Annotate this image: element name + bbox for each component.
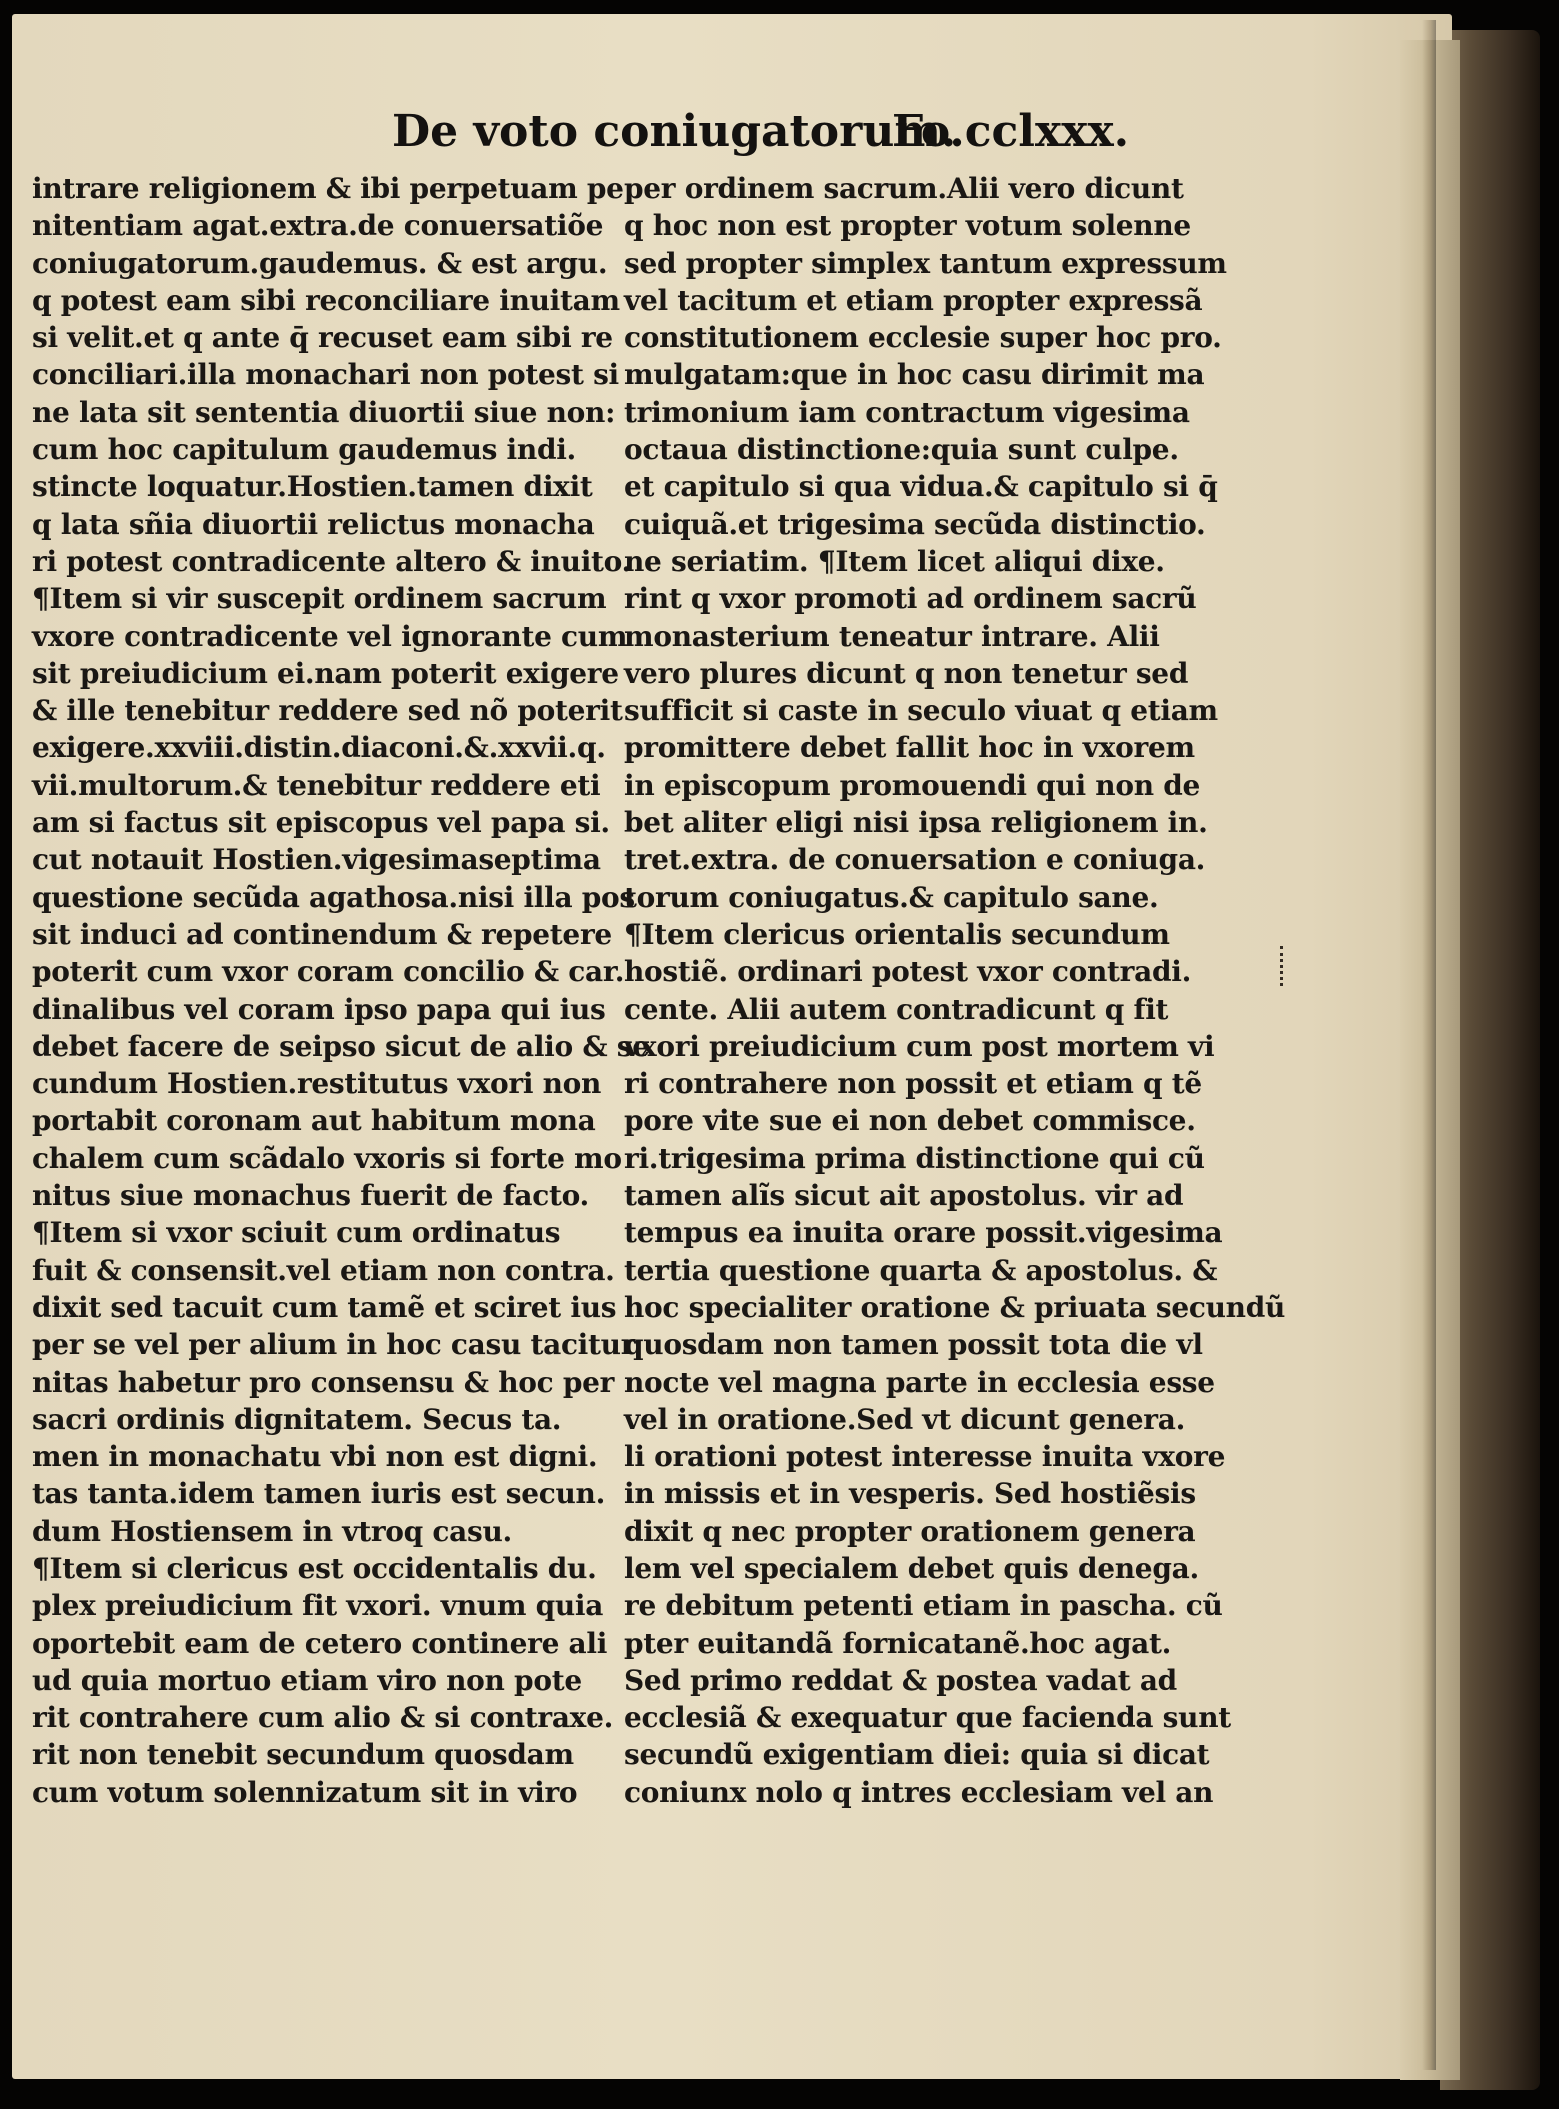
text-line: li orationi potest interesse inuita vxore <box>624 1440 1226 1474</box>
text-line: monasterium teneatur intrare. Alii <box>624 619 1160 653</box>
text-line: vxore contradicente vel ignorante cum <box>32 619 628 653</box>
text-line: nitentiam agat.extra.de conuersatiõe <box>32 209 604 243</box>
text-line: dum Hostiensem in vtroq casu. <box>32 1514 512 1548</box>
text-line: re debitum petenti etiam in pascha. cũ <box>624 1589 1223 1623</box>
text-line: bet aliter eligi nisi ipsa religionem in. <box>624 806 1208 840</box>
text-line: hostiẽ. ordinari potest vxor contradi. <box>624 955 1192 989</box>
text-line: tamen alĩs sicut ait apostolus. vir ad <box>624 1179 1184 1213</box>
text-line: sufficit si caste in seculo viuat q etiam <box>624 694 1218 728</box>
text-line: sed propter simplex tantum expressum <box>624 246 1227 280</box>
text-line: dixit q nec propter orationem genera <box>624 1514 1196 1548</box>
text-line: dixit sed tacuit cum tamẽ et sciret ius <box>32 1290 617 1324</box>
book-page <box>12 14 1452 2079</box>
text-line: cum hoc capitulum gaudemus indi. <box>32 433 577 467</box>
text-line: rit contrahere cum alio & si contraxe. <box>32 1701 614 1735</box>
text-line: mulgatam:que in hoc casu dirimit ma <box>624 358 1205 392</box>
text-line: promittere debet fallit hoc in vxorem <box>624 731 1195 765</box>
text-line: sacri ordinis dignitatem. Secus ta. <box>32 1402 562 1436</box>
text-line: lem vel specialem debet quis denega. <box>624 1551 1199 1585</box>
text-line: cundum Hostien.restitutus vxori non <box>32 1067 602 1101</box>
running-title: De voto coniugatorum. <box>392 106 957 157</box>
text-line: ri contrahere non possit et etiam q tẽ <box>624 1067 1202 1101</box>
text-line: stincte loquatur.Hostien.tamen dixit <box>32 470 593 504</box>
text-line: vii.multorum.& tenebitur reddere eti <box>32 768 601 802</box>
text-line: men in monachatu vbi non est digni. <box>32 1440 598 1474</box>
text-line: ud quia mortuo etiam viro non pote <box>32 1663 582 1697</box>
text-line: portabit coronam aut habitum mona <box>32 1104 596 1138</box>
page-header <box>392 106 1130 162</box>
text-line: intrare religionem & ibi perpetuam pe <box>32 172 624 205</box>
text-line: in episcopum promouendi qui non de <box>624 768 1201 802</box>
text-line: in missis et in vesperis. Sed hostiẽsis <box>624 1477 1196 1511</box>
text-line: Sed primo reddat & postea vadat ad <box>624 1663 1177 1697</box>
text-line: tret.extra. de conuersation e coniuga. <box>624 843 1206 877</box>
text-line: ¶Item si clericus est occidentalis du. <box>32 1551 597 1585</box>
text-line: vel in oratione.Sed vt dicunt genera. <box>624 1402 1186 1436</box>
margin-marks <box>1280 946 1289 986</box>
text-line: sit preiudicium ei.nam poterit exigere <box>32 656 619 690</box>
text-line: vel tacitum et etiam propter expressã <box>624 283 1203 317</box>
text-column-left <box>32 170 650 1811</box>
text-line: ¶Item si vxor sciuit cum ordinatus <box>32 1216 561 1250</box>
text-line: nocte vel magna parte in ecclesia esse <box>624 1365 1215 1399</box>
text-line: cum votum solennizatum sit in viro <box>32 1775 578 1809</box>
text-line: ne lata sit sententia diuortii siue non: <box>32 395 616 429</box>
text-line: tertia questione quarta & apostolus. & <box>624 1253 1218 1287</box>
text-line: torum coniugatus.& capitulo sane. <box>624 880 1159 914</box>
text-line: constitutionem ecclesie super hoc pro. <box>624 321 1222 355</box>
text-line: oportebit eam de cetero continere ali <box>32 1626 608 1660</box>
text-line: octaua distinctione:quia sunt culpe. <box>624 433 1179 467</box>
text-line: et capitulo si qua vidua.& capitulo si q̄ <box>624 470 1218 504</box>
text-line: quosdam non tamen possit tota die vl <box>624 1328 1203 1362</box>
text-line: & ille tenebitur reddere sed nõ poterit <box>32 694 623 728</box>
text-line: cente. Alii autem contradicunt q fit <box>624 992 1169 1026</box>
text-line: cut notauit Hostien.vigesimaseptima <box>32 843 601 877</box>
text-line: nitas habetur pro consensu & hoc per <box>32 1365 615 1399</box>
text-line: conciliari.illa monachari non potest si <box>32 358 619 392</box>
text-line: coniunx nolo q intres ecclesiam vel an <box>624 1775 1214 1809</box>
folio-number: Fo.cclxxx. <box>892 106 1130 157</box>
text-line: q potest eam sibi reconciliare inuitam <box>32 283 620 317</box>
text-line: ecclesiã & exequatur que facienda sunt <box>624 1701 1231 1735</box>
text-line: plex preiudicium fit vxori. vnum quia <box>32 1589 604 1623</box>
text-line: rint q vxor promoti ad ordinem sacrũ <box>624 582 1197 616</box>
text-line: hoc specialiter oratione & priuata secundũ <box>624 1290 1286 1324</box>
text-line: debet facere de seipso sicut de alio & se <box>32 1029 650 1063</box>
text-line: per se vel per alium in hoc casu tacitur <box>32 1328 636 1362</box>
text-line: per ordinem sacrum.Alii vero dicunt <box>624 172 1184 205</box>
text-line: tempus ea inuita orare possit.vigesima <box>624 1216 1223 1250</box>
text-line: ne seriatim. ¶Item licet aliqui dixe. <box>624 544 1165 578</box>
text-line: ri.trigesima prima distinctione qui cũ <box>624 1141 1205 1175</box>
text-line: pter euitandã fornicatanẽ.hoc agat. <box>624 1626 1172 1660</box>
text-column-right <box>624 170 1286 1811</box>
text-line: coniugatorum.gaudemus. & est argu. <box>32 246 608 280</box>
text-line: poterit cum vxor coram concilio & car. <box>32 955 625 989</box>
text-line: q hoc non est propter votum solenne <box>624 209 1191 243</box>
text-line: cuiquã.et trigesima secũda distinctio. <box>624 507 1206 541</box>
text-line: chalem cum scãdalo vxoris si forte mo <box>32 1141 622 1175</box>
text-line: nitus siue monachus fuerit de facto. <box>32 1179 589 1213</box>
text-line: tas tanta.idem tamen iuris est secun. <box>32 1477 606 1511</box>
text-line: fuit & consensit.vel etiam non contra. <box>32 1253 615 1287</box>
text-line: exigere.xxviii.distin.diaconi.&.xxvii.q. <box>32 731 606 765</box>
text-line: secundũ exigentiam diei: quia si dicat <box>624 1738 1210 1772</box>
text-line: ¶Item si vir suscepit ordinem sacrum <box>32 582 607 616</box>
text-line: am si factus sit episcopus vel papa si. <box>32 806 610 840</box>
text-line: pore vite sue ei non debet commisce. <box>624 1104 1196 1138</box>
text-line: dinalibus vel coram ipso papa qui ius <box>32 992 606 1026</box>
text-line: rit non tenebit secundum quosdam <box>32 1738 574 1772</box>
text-line: ri potest contradicente altero & inuito. <box>32 544 632 578</box>
text-line: sit induci ad continendum & repetere <box>32 917 612 951</box>
text-line: si velit.et q ante q̄ recuset eam sibi re <box>32 321 613 355</box>
text-line: q lata sñia diuortii relictus monacha <box>32 507 595 541</box>
text-line: ¶Item clericus orientalis secundum <box>624 917 1170 951</box>
text-line: vero plures dicunt q non tenetur sed <box>624 656 1189 690</box>
gutter-shadow <box>1422 20 1436 2070</box>
text-line: vxori preiudicium cum post mortem vi <box>624 1029 1215 1063</box>
text-line: trimonium iam contractum vigesima <box>624 395 1190 429</box>
text-line: questione secũda agathosa.nisi illa pos <box>32 880 635 914</box>
